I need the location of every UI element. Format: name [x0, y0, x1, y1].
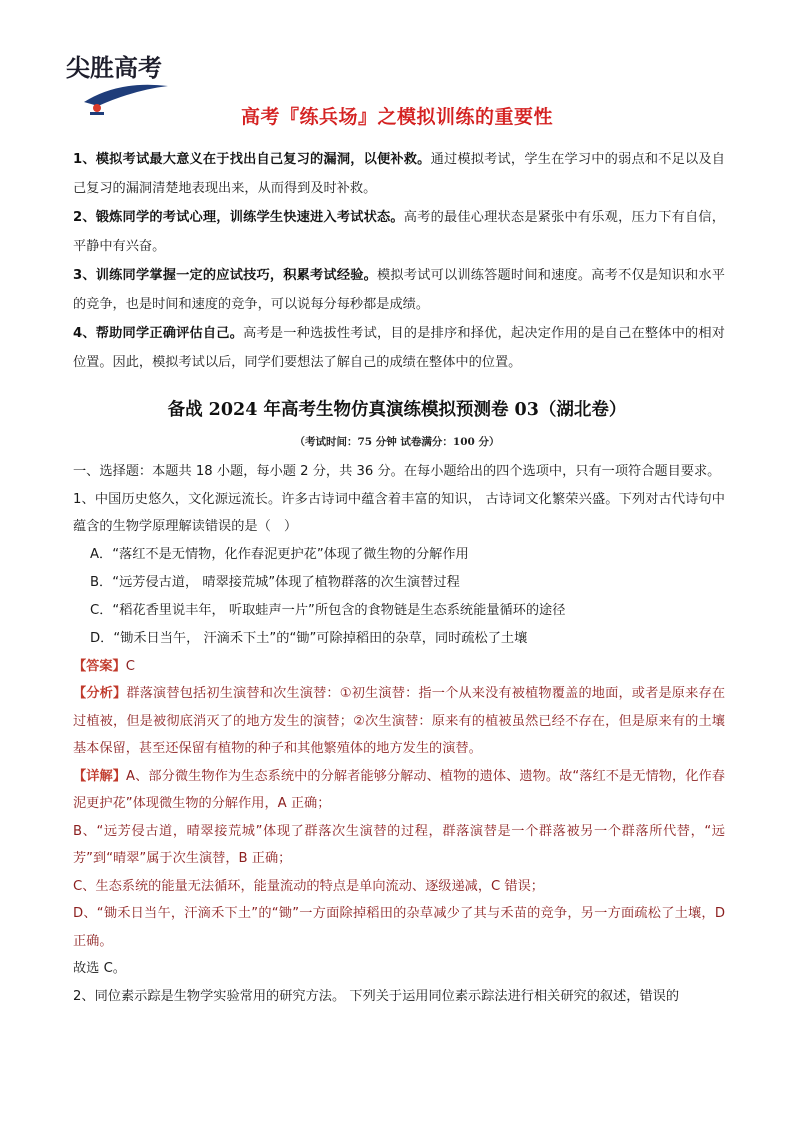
question-section	[73, 458, 725, 1010]
intro-item-text: 通过模拟考试，学生在学习中的弱点和不足以及自己复习的漏洞清楚地表现出来，从而得到及时补救。	[73, 152, 725, 196]
intro-item-heading: 2、锻炼同学的考试心理，训练学生快速进入考试状态。	[73, 210, 404, 225]
intro-item-text: 模拟考试可以训练答题时间和速度。高考不仅是知识和水平的竞争，也是时间和速度的竞争，可以说每分每秒都是成绩。	[73, 268, 725, 312]
analysis-text: 群落演替包括初生演替和次生演替：①初生演替：指一个从来没有被植物覆盖的地面，或者是原来存在过植被，但是被彻底消灭了的地方发生的演替；②次生演替：原来有的植被虽然已经不存在，但是原来有的土壤基本保留，甚至还保留有植物的种子和其他繁殖体的地方发生的演替。	[73, 686, 726, 756]
exam-title: 备战 2024 年高考生物仿真演练模拟预测卷 03（湖北卷）	[167, 400, 627, 420]
answer-tag: 【答案】	[73, 658, 126, 674]
detail-line	[73, 763, 725, 818]
analysis-tag: 【分析】	[73, 686, 127, 701]
question-1-option-b: B．“远芳侵古道， 晴翠接荒城”体现了植物群落的次生演替过程	[90, 574, 460, 590]
intro-item-heading: 3、训练同学掌握一定的应试技巧，积累考试经验。	[73, 268, 378, 283]
question-1-option-c: C．“稻花香里说丰年， 听取蛙声一片”所包含的食物链是生态系统能量循环的途径	[90, 602, 566, 618]
detail-line: D、“锄禾日当午，汗滴禾下土”的“锄”一方面除掉稻田的杂草减少了其与禾苗的竞争，另一方面疏松了土壤，D 正确。	[73, 906, 725, 949]
intro-section	[73, 145, 725, 377]
detail-line: B、“远芳侵古道，晴翠接荒城”体现了群落次生演替的过程，群落演替是一个群落被另一个群落所代替，“远芳”到“晴翠”属于次生演替，B 正确；	[73, 823, 725, 866]
intro-item-heading: 4、帮助同学正确评估自己。	[73, 326, 244, 341]
logo-text: 尖胜高考	[66, 53, 162, 82]
conclusion-line: 故选 C。	[73, 961, 126, 976]
answer-line	[73, 653, 725, 681]
intro-item	[73, 145, 725, 203]
question-1-option-a: A．“落红不是无情物，化作春泥更护花”体现了微生物的分解作用	[90, 546, 469, 562]
intro-item	[73, 261, 725, 319]
intro-item	[73, 203, 725, 261]
detail-tag: 【详解】	[73, 768, 127, 784]
answer-value: C	[125, 658, 135, 674]
intro-item	[73, 319, 725, 377]
page-title: 高考『练兵场』之模拟训练的重要性	[240, 106, 553, 128]
intro-item-heading: 1、模拟考试最大意义在于找出自己复习的漏洞，以便补救。	[73, 152, 431, 167]
intro-item-text: 高考是一种选拔性考试，目的是排序和择优，起决定作用的是自己在整体中的相对位置。因此，模拟考试以后，同学们要想法了解自己的成绩在整体中的位置。	[73, 326, 725, 370]
question-2-stem: 2、同位素示踪是生物学实验常用的研究方法。 下列关于运用同位素示踪法进行相关研究的叙述，错误的	[73, 988, 680, 1004]
question-1-stem: 1、中国历史悠久，文化源远流长。许多古诗词中蕴含着丰富的知识， 古诗词文化繁荣兴盛。下列对古代诗句中蕴含的生物学原理解读错误的是（ ）	[73, 491, 725, 534]
detail-line: C、生态系统的能量无法循环，能量流动的特点是单向流动、逐级递减，C 错误；	[73, 878, 544, 894]
analysis-line	[73, 680, 725, 763]
section-instructions: 一、选择题：本题共 18 小题，每小题 2 分，共 36 分。在每小题给出的四个选项中，只有一项符合题目要求。	[73, 464, 721, 479]
exam-subtitle: （考试时间：75 分钟 试卷满分：100 分）	[294, 436, 500, 448]
question-1-option-d: D．“锄禾日当午， 汗滴禾下土”的“锄”可除掉稻田的杂草，同时疏松了土壤	[90, 630, 528, 646]
detail-text: A、部分微生物作为生态系统中的分解者能够分解动、植物的遗体、遗物。故“落红不是无情物，化作春泥更护花”体现微生物的分解作用，A 正确；	[73, 768, 725, 811]
intro-item-text: 高考的最佳心理状态是紧张中有乐观，压力下有自信，平静中有兴奋。	[73, 210, 725, 254]
